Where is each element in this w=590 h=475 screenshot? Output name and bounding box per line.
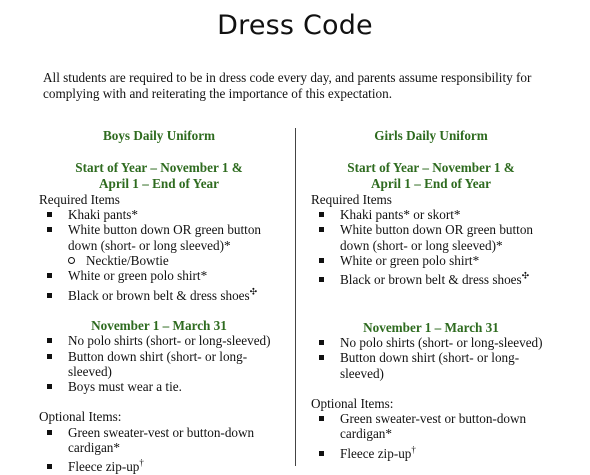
list-item-text: Khaki pants* or skort* [340,207,461,223]
girls-period2-heading: November 1 – March 31 [363,319,499,335]
boys-period1-line1: Start of Year – November 1 & [75,160,243,176]
list-item [311,253,551,268]
boys-required-list [39,207,279,253]
boys-uniform-column [39,128,279,475]
list-item-text: Button down shirt (short- or long-sleeved) [340,350,520,381]
list-item [311,222,551,253]
list-item-text: No polo shirts (short- or long-sleeved) [68,333,271,349]
list-item [39,207,279,222]
list-item [39,268,279,283]
list-item-text: Boys must wear a tie. [68,379,182,395]
girls-required-label: Required Items [311,191,392,207]
footnote-mark: ✣ [521,270,530,281]
list-item [39,333,279,348]
list-item [39,425,279,456]
footnote-mark: † [411,444,416,455]
boys-winter-list [39,333,279,394]
list-item-text: Fleece zip-up [340,445,412,461]
girls-optional-label: Optional Items: [311,395,394,411]
boys-uniform-heading: Boys Daily Uniform [102,128,216,143]
girls-required-list [311,207,551,287]
list-item-text: Button down shirt (short- or long-sleeved) [68,348,248,379]
boys-required-sublist [39,253,279,268]
boys-period1-line2: April 1 – End of Year [98,175,220,191]
list-item [311,335,551,350]
list-item [311,446,551,461]
boys-optional-label: Optional Items: [39,409,122,425]
intro-paragraph: All students are required to be in dress code every day, and parents assume responsibility for complying with and reiterating the importance of this expectation. [43,70,532,101]
list-item-text: Black or brown belt & dress shoes [340,272,522,288]
list-item [39,349,279,380]
girls-period1-line2: April 1 – End of Year [370,175,492,191]
list-item-text: White button down OR green button down (short- or long sleeved)* [68,222,262,253]
list-item-text: White or green polo shirt* [340,253,480,269]
footnote-mark: ✣ [249,286,258,297]
page-title: Dress Code [217,10,373,41]
list-item [311,350,551,381]
list-item-text: Necktie/Bowtie [86,253,169,269]
boys-period2-heading: November 1 – March 31 [91,317,227,333]
list-item [311,272,551,287]
list-item-text: Black or brown belt & dress shoes [68,287,250,303]
girls-period1-line1: Start of Year – November 1 & [347,160,515,176]
list-item-text: White or green polo shirt* [68,268,208,284]
girls-optional-list [311,411,551,461]
list-item [311,207,551,222]
girls-uniform-column [311,128,551,461]
boys-required-label: Required Items [39,191,120,207]
list-item [39,459,279,474]
boys-required-list-continued [39,268,279,303]
list-item [39,222,279,253]
list-item-text: Green sweater-vest or button-down cardigan* [340,411,527,442]
list-item [39,379,279,394]
list-item-text: No polo shirts (short- or long-sleeved) [340,334,543,350]
girls-uniform-heading: Girls Daily Uniform [374,128,488,143]
list-item-text: White button down OR green button down (short- or long sleeved)* [340,222,534,253]
column-divider [295,128,296,466]
girls-winter-list [311,335,551,381]
list-item [311,411,551,442]
list-item [39,288,279,303]
list-item-text: Fleece zip-up [68,459,140,475]
footnote-mark: † [139,457,144,468]
sub-list-item [39,253,279,268]
list-item-text: Green sweater-vest or button-down cardigan* [68,424,255,456]
list-item-text: Khaki pants* [68,207,138,223]
boys-optional-list [39,425,279,475]
